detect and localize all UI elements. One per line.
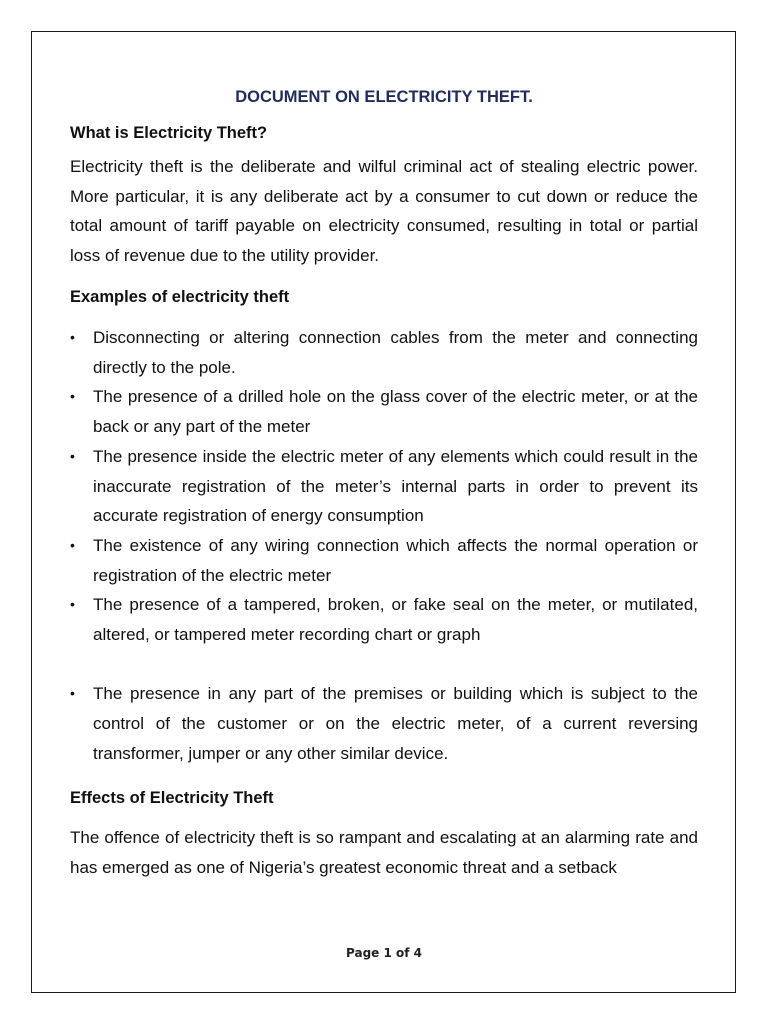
heading-effects: Effects of Electricity Theft [70, 789, 274, 807]
bullet-icon: • [70, 447, 75, 464]
paragraph-effects: The offence of electricity theft is so rampant and escalating at an alarming rate and has emerged as one of Nigeria’s greatest economic threat and a setback [70, 828, 698, 877]
bullet-icon: • [70, 388, 75, 405]
list-item [70, 531, 698, 590]
list-item [70, 323, 698, 382]
list-item [70, 590, 698, 649]
bullet-icon: • [70, 596, 75, 613]
bullet-icon: • [70, 536, 75, 553]
list-item-text: Disconnecting or altering connection cables from the meter and connecting directly to the pole. [93, 328, 698, 377]
bullet-icon: • [70, 329, 75, 345]
list-item-text: The presence in any part of the premises or building which is subject to the control of the customer or on the electric meter, of a current reversing transformer, jumper or any other similar device. [93, 684, 698, 763]
list-item-text: The presence inside the electric meter of any elements which could result in the inaccurate registration of the meter’s internal parts in order to prevent its accurate registration of energy consumption [93, 446, 698, 526]
paragraph-definition: Electricity theft is the deliberate and wilful criminal act of stealing electric power. More particular, it is any deliberate act by a consumer to cut down or reduce the total amount of tariff payable on electricity consumed, resulting in total or partial loss of revenue due to the utility provider. [70, 157, 698, 265]
page-number-footer: Page 1 of 4 [346, 946, 422, 960]
list-item-text: The existence of any wiring connection which affects the normal operation or registration of the electric meter [93, 535, 698, 585]
heading-what-is-electricity-theft: What is Electricity Theft? [70, 124, 268, 142]
list-item-text: The presence of a tampered, broken, or fake seal on the meter, or mutilated, altered, or tampered meter recording chart or graph [93, 595, 698, 645]
examples-list [70, 323, 698, 769]
list-item [70, 442, 698, 531]
list-item [70, 679, 698, 768]
list-item [70, 382, 698, 441]
bullet-icon: • [70, 685, 75, 702]
list-item-text: The presence of a drilled hole on the glass cover of the electric meter, or at the back or any part of the meter [93, 387, 698, 437]
document-title: DOCUMENT ON ELECTRICITY THEFT. [235, 88, 533, 106]
heading-examples: Examples of electricity theft [70, 288, 290, 306]
